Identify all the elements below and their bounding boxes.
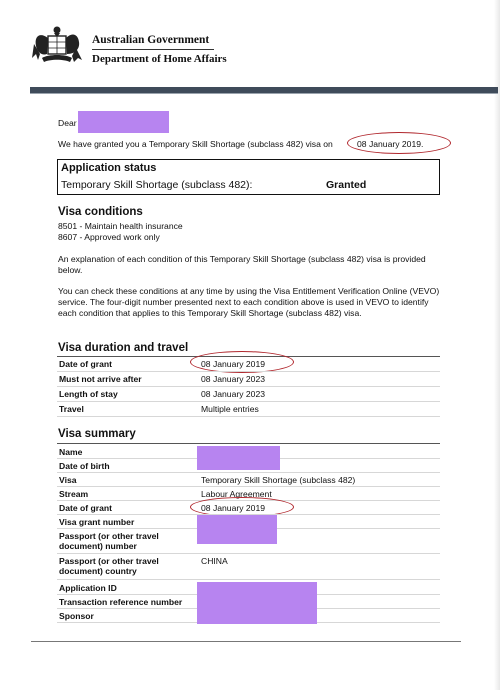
summary-row-label: Sponsor <box>59 611 94 621</box>
row-divider <box>57 553 440 554</box>
department-name: Department of Home Affairs <box>92 53 227 65</box>
salutation: Dear <box>58 118 77 128</box>
summary-row-label: Date of grant <box>59 503 112 513</box>
visa-duration-heading: Visa duration and travel <box>58 342 189 354</box>
redacted-recipient-name <box>78 111 169 133</box>
summary-heading-rule <box>57 443 440 444</box>
application-status-label: Temporary Skill Shortage (subclass 482): <box>61 179 253 191</box>
row-divider <box>57 472 440 473</box>
annotation-circle-grant-date <box>347 132 451 154</box>
application-status-box <box>57 159 440 195</box>
condition-text: Approved work only <box>82 232 160 242</box>
summary-row-label: Visa grant number <box>59 517 135 527</box>
summary-row-value: Temporary Skill Shortage (subclass 482) <box>201 475 356 485</box>
row-divider <box>57 486 440 487</box>
redacted-application-details <box>197 582 317 624</box>
header-band-edge <box>30 93 498 94</box>
duration-row-label: Length of stay <box>59 389 118 399</box>
application-status-value: Granted <box>326 179 367 191</box>
summary-row-label: Stream <box>59 489 89 499</box>
row-divider <box>57 416 440 417</box>
summary-row-label: Passport (or other travel document) number <box>59 531 159 551</box>
footer-divider <box>31 641 461 642</box>
summary-row-label: Application ID <box>59 583 117 593</box>
application-status-title: Application status <box>61 162 157 174</box>
summary-row-label: Date of birth <box>59 461 110 471</box>
redacted-name-and-dob <box>197 446 280 470</box>
visa-conditions-heading: Visa conditions <box>58 206 143 218</box>
summary-row-value: 08 January 2019 <box>201 503 266 513</box>
condition-item <box>58 232 160 243</box>
condition-item <box>58 221 183 232</box>
summary-row-value: CHINA <box>201 556 228 566</box>
summary-row-label: Name <box>59 447 83 457</box>
visa-summary-heading: Visa summary <box>58 428 136 440</box>
grant-sentence: We have granted you a Temporary Skill Shortage (subclass 482) visa on <box>58 139 333 149</box>
duration-row-value: 08 January 2023 <box>201 389 266 399</box>
duration-row-value: 08 January 2019 <box>201 359 266 369</box>
row-divider <box>57 401 440 402</box>
header-divider <box>92 49 214 50</box>
annotation-circle-duration-date <box>190 351 294 373</box>
condition-text: Maintain health insurance <box>82 221 183 231</box>
conditions-explanation: An explanation of each condition of this Temporary Skill Shortage (subclass 482) visa is provided below. <box>58 254 426 275</box>
vevo-explanation: You can check these conditions at any time by using the Visa Entitlement Verification Online (VEVO) service. The four-digit number presented next to each condition above is used in VEVO to identify each condition that applies to this Temporary Skill Shortage (subclass 482) visa. <box>58 286 440 318</box>
government-name: Australian Government <box>92 34 210 46</box>
redacted-grant-and-passport-number <box>197 515 277 544</box>
duration-row-value: Multiple entries <box>201 404 259 414</box>
summary-row-value: Labour Agreement <box>201 489 272 499</box>
grant-date: 08 January 2019. <box>357 139 424 149</box>
duration-row-label: Date of grant <box>59 359 112 369</box>
duration-row-value: 08 January 2023 <box>201 374 266 384</box>
condition-code: 8501 - <box>58 221 83 231</box>
summary-row-label: Transaction reference number <box>59 597 183 607</box>
condition-code: 8607 - <box>58 232 83 242</box>
duration-row-label: Must not arrive after <box>59 374 142 384</box>
summary-row-label: Passport (or other travel document) country <box>59 556 159 576</box>
row-divider <box>57 386 440 387</box>
row-divider <box>57 579 440 580</box>
coat-of-arms-icon <box>30 24 84 66</box>
row-divider <box>57 371 440 372</box>
summary-row-label: Visa <box>59 475 77 485</box>
scan-edge-shadow <box>494 0 500 690</box>
duration-row-label: Travel <box>59 404 84 414</box>
